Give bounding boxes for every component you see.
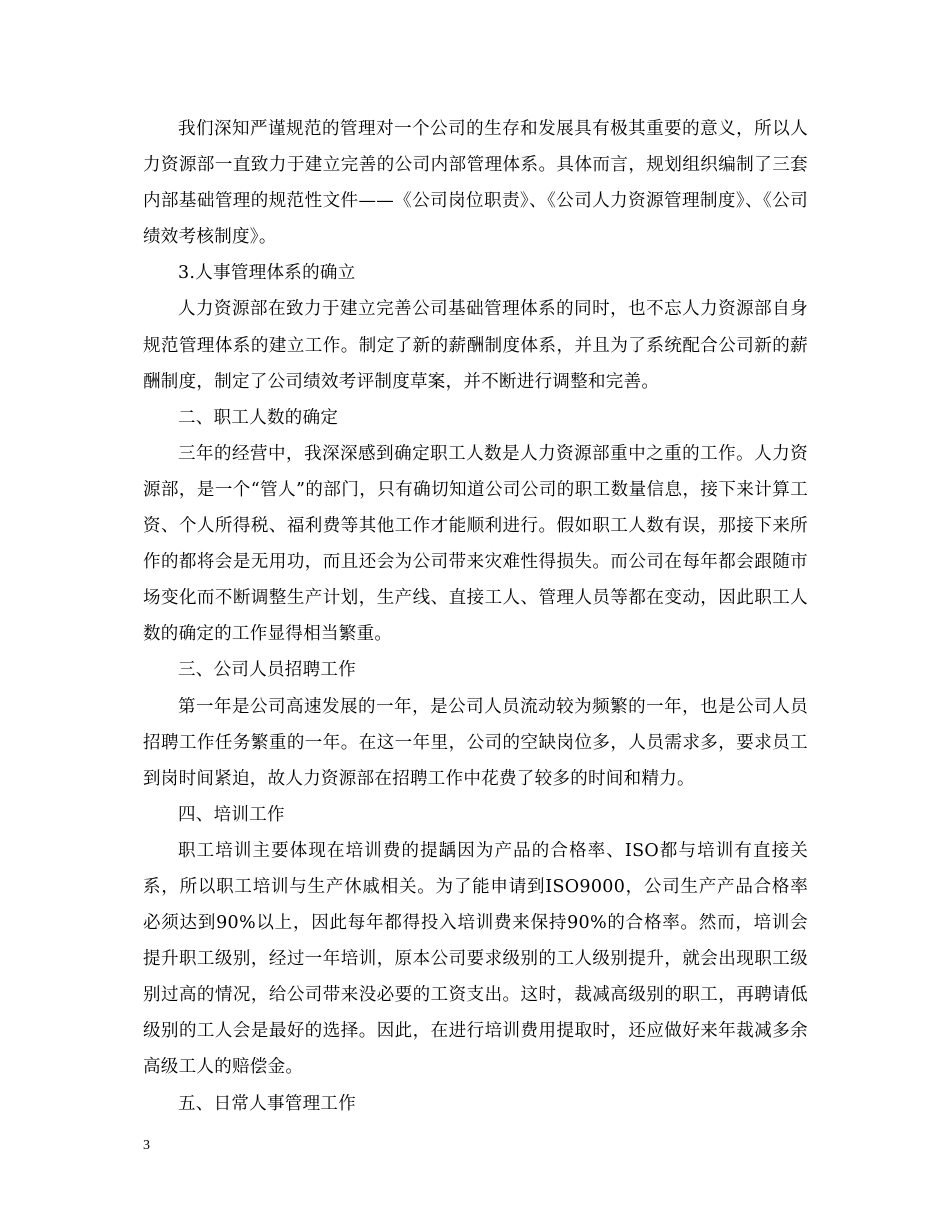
heading-hr-system: 3.人事管理体系的确立 [178,263,356,284]
paragraph-management-system: 我们深知严谨规范的管理对一个公司的生存和发展具有极其重要的意义，所以人力资源部一直致力于建立完善的公司内部管理体系。具体而言，规划组织编制了三套内部基础管理的规范性文件——《公司岗位职责》、《公司人力资源管理制度》、《公司绩效考核制度》。 [143,119,808,248]
document-body [143,111,808,1122]
heading-staff-count: 二、职工人数的确定 [178,407,339,428]
paragraph-recruitment: 第一年是公司高速发展的一年，是公司人员流动较为频繁的一年，也是公司人员招聘工作任务繁重的一年。在这一年里，公司的空缺岗位多，人员需求多，要求员工到岗时间紧迫，故人力资源部在招聘工作中花费了较多的时间和精力。 [143,696,808,789]
paragraph-training: 职工培训主要体现在培训费的提龋因为产品的合格率、ISO都与培训有直接关系，所以职工培训与生产休戚相关。为了能申请到ISO9000，公司生产产品合格率必须达到90%以上，因此每年都得投入培训费来保持90%的合格率。然而，培训会提升职工级别，经过一年培训，原本公司要求级别的工人级别提升，就会出现职工级别过高的情况，给公司带来没必要的工资支出。这时，裁减高级别的职工，再聘请低级别的工人会是最好的选择。因此，在进行培训费用提取时，还应做好来年裁减多余高级工人的赔偿金。 [143,840,808,1078]
paragraph-staff-count: 三年的经营中，我深深感到确定职工人数是人力资源部重中之重的工作。人力资源部，是一个“管人”的部门，只有确切知道公司公司的职工数量信息，接下来计算工资、个人所得税、福利费等其他工作才能顺利进行。假如职工人数有误，那接下来所作的都将会是无用功，而且还会为公司带来灾难性得损失。而公司在每年都会跟随市场变化而不断调整生产计划，生产线、直接工人、管理人员等都在变动，因此职工人数的确定的工作显得相当繁重。 [143,443,808,645]
page-number: 3 [143,1138,150,1153]
heading-training: 四、培训工作 [178,804,285,825]
paragraph-hr-system: 人力资源部在致力于建立完善公司基础管理体系的同时，也不忘人力资源部自身规范管理体系的建立工作。制定了新的薪酬制度体系，并且为了系统配合公司新的薪酬制度，制定了公司绩效考评制度草案，并不断进行调整和完善。 [143,299,808,392]
heading-daily-hr: 五、日常人事管理工作 [178,1093,356,1114]
heading-recruitment: 三、公司人员招聘工作 [178,660,356,681]
